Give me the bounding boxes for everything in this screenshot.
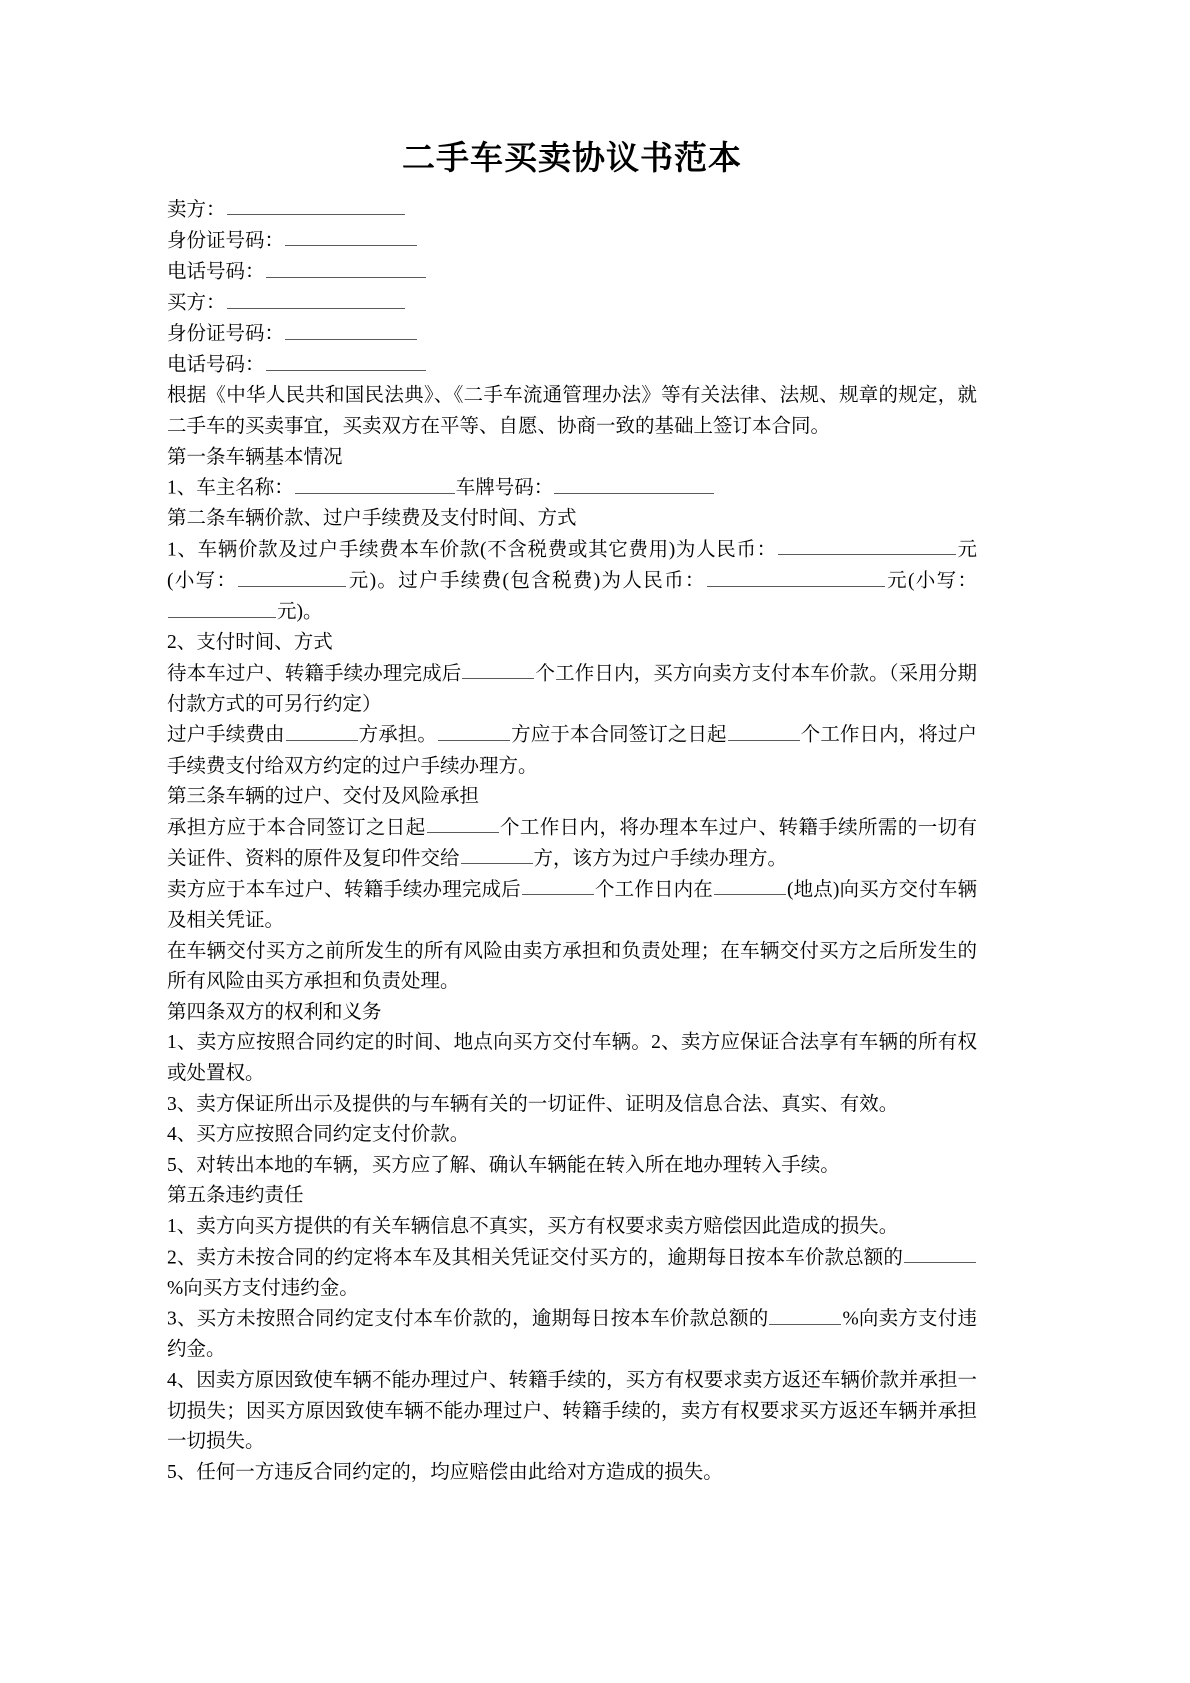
article5-item3-text-b: %向卖方支付违约金。 xyxy=(167,1308,977,1361)
party-label: 电话号码： xyxy=(167,261,265,283)
article-3-paragraph-1 xyxy=(167,813,977,875)
payment-time-text-a: 待本车过户、转籍手续办理完成后 xyxy=(167,663,462,685)
article-5-item-1: 1、卖方向买方提供的有关车辆信息不真实，买方有权要求卖方赔偿因此造成的损失。 xyxy=(167,1215,899,1237)
transfer-fee-text-c: 方应于本合同签订之日起 xyxy=(511,724,727,746)
article-5-heading: 第五条违约责任 xyxy=(167,1185,304,1207)
fill-in-blank[interactable] xyxy=(227,195,405,216)
price-text-c: 元)。过户手续费(包含税费)为人民币： xyxy=(347,570,706,592)
article-4-item-1: 1、卖方应按照合同约定的时间、地点向买方交付车辆。2、卖方应保证合法享有车辆的所有权或处置权。 xyxy=(167,1032,977,1085)
page-title: 二手车买卖协议书范本 xyxy=(402,141,742,177)
party-label: 身份证号码： xyxy=(167,230,285,252)
fill-in-blank[interactable] xyxy=(266,257,426,278)
transfer-fee-text-d: 个工作日内，将过户手续费支付给双方约定的过户手续办理方。 xyxy=(167,724,977,777)
price-text-b: 元(小写： xyxy=(167,539,977,592)
article-3-heading: 第三条车辆的过户、交付及风险承担 xyxy=(167,786,480,808)
fill-in-blank[interactable] xyxy=(285,319,417,340)
fill-in-blank[interactable] xyxy=(295,473,455,494)
fill-in-blank[interactable] xyxy=(266,350,426,371)
payment-time-text-b: 个工作日内，买方向卖方支付本车价款。（采用分期付款方式的可另行约定） xyxy=(167,663,977,715)
article5-item3-text-a: 3、买方未按照合同约定支付本车价款的，逾期每日按本车价款总额的 xyxy=(167,1308,769,1330)
fill-in-blank[interactable] xyxy=(707,566,885,587)
fill-in-blank[interactable] xyxy=(554,473,714,494)
fill-in-blank[interactable] xyxy=(238,566,346,587)
fill-in-blank[interactable] xyxy=(522,875,594,896)
article-1-heading: 第一条车辆基本情况 xyxy=(167,446,343,468)
fill-in-blank[interactable] xyxy=(227,288,405,309)
fill-in-blank[interactable] xyxy=(427,813,499,834)
party-line-seller-phone xyxy=(167,257,977,288)
article-1-item-1 xyxy=(167,473,977,504)
article-4-item-3: 3、卖方保证所出示及提供的与车辆有关的一切证件、证明及信息合法、真实、有效。 xyxy=(167,1093,899,1115)
owner-name-label: 1、车主名称： xyxy=(167,477,294,499)
fill-in-blank[interactable] xyxy=(285,226,417,247)
preamble-paragraph: 根据《中华人民共和国民法典》、《二手车流通管理办法》等有关法律、法规、规章的规定，就二手车的买卖事宜，买卖双方在平等、自愿、协商一致的基础上签订本合同。 xyxy=(167,385,977,438)
fill-in-blank[interactable] xyxy=(714,875,786,896)
fill-in-blank[interactable] xyxy=(904,1243,976,1264)
article3-p2-text-a: 卖方应于本车过户、转籍手续办理完成后 xyxy=(167,879,521,901)
party-line-seller-name xyxy=(167,195,977,226)
article3-p1-text-c: 方，该方为过户手续办理方。 xyxy=(533,848,788,870)
fill-in-blank[interactable] xyxy=(286,720,358,741)
article-5-item-4: 4、因卖方原因致使车辆不能办理过户、转籍手续的，买方有权要求卖方返还车辆价款并承担一切损失；因买方原因致使车辆不能办理过户、转籍手续的，卖方有权要求买方返还车辆并承担一切损失。 xyxy=(167,1369,977,1453)
article5-item2-text-a: 2、卖方未按合同的约定将本车及其相关凭证交付买方的，逾期每日按本车价款总额的 xyxy=(167,1247,903,1269)
party-line-seller-id xyxy=(167,226,977,257)
article-2-item-2-heading: 2、支付时间、方式 xyxy=(167,632,333,654)
fill-in-blank[interactable] xyxy=(728,720,800,741)
party-label: 电话号码： xyxy=(167,354,265,376)
article-3-paragraph-2 xyxy=(167,875,977,937)
fill-in-blank[interactable] xyxy=(438,720,510,741)
article-5-item-3 xyxy=(167,1304,977,1366)
article-3-paragraph-3: 在车辆交付买方之前所发生的所有风险由卖方承担和负责处理；在车辆交付买方之后所发生的所有风险由买方承担和负责处理。 xyxy=(167,940,977,993)
article3-p1-text-b: 个工作日内，将办理本车过户、转籍手续所需的一切有关证件、资料的原件及复印件交给 xyxy=(167,817,977,870)
fill-in-blank[interactable] xyxy=(462,659,534,680)
party-label: 卖方： xyxy=(167,199,226,221)
plate-number-label: 车牌号码： xyxy=(455,477,554,499)
article-2-item-3-body xyxy=(167,720,977,782)
transfer-fee-text-b: 方承担。 xyxy=(358,724,438,746)
party-line-buyer-id xyxy=(167,319,977,350)
article-4-item-5: 5、对转出本地的车辆，买方应了解、确认车辆能在转入所在地办理转入手续。 xyxy=(167,1154,840,1176)
article3-p2-text-c: (地点)向买方交付车辆及相关凭证。 xyxy=(167,879,977,932)
price-text-e: 元)。 xyxy=(277,601,323,623)
article-5-item-5: 5、任何一方违反合同约定的，均应赔偿由此给对方造成的损失。 xyxy=(167,1461,723,1483)
article-2-item-2-body xyxy=(167,659,977,721)
article3-p2-text-b: 个工作日内在 xyxy=(594,879,713,901)
fill-in-blank[interactable] xyxy=(769,1304,841,1325)
fill-in-blank[interactable] xyxy=(778,535,956,556)
party-line-buyer-phone xyxy=(167,350,977,381)
article3-p1-text-a: 承担方应于本合同签订之日起 xyxy=(167,817,426,839)
party-label: 买方： xyxy=(167,292,226,314)
article5-item2-text-b: %向买方支付违约金。 xyxy=(167,1277,359,1299)
article-2-item-1 xyxy=(167,535,977,628)
fill-in-blank[interactable] xyxy=(461,844,533,865)
article-4-heading: 第四条双方的权利和义务 xyxy=(167,1001,382,1023)
party-line-buyer-name xyxy=(167,288,977,319)
fill-in-blank[interactable] xyxy=(168,597,276,618)
price-text-d: 元(小写： xyxy=(885,570,978,592)
transfer-fee-text-a: 过户手续费由 xyxy=(167,724,285,746)
article-4-item-4: 4、买方应按照合同约定支付价款。 xyxy=(167,1124,470,1146)
article-5-item-2 xyxy=(167,1243,977,1305)
article-2-heading: 第二条车辆价款、过户手续费及支付时间、方式 xyxy=(167,508,577,530)
price-text-a: 1、车辆价款及过户手续费本车价款(不含税费或其它费用)为人民币： xyxy=(167,539,777,561)
party-label: 身份证号码： xyxy=(167,323,285,345)
document-body xyxy=(167,138,977,1488)
